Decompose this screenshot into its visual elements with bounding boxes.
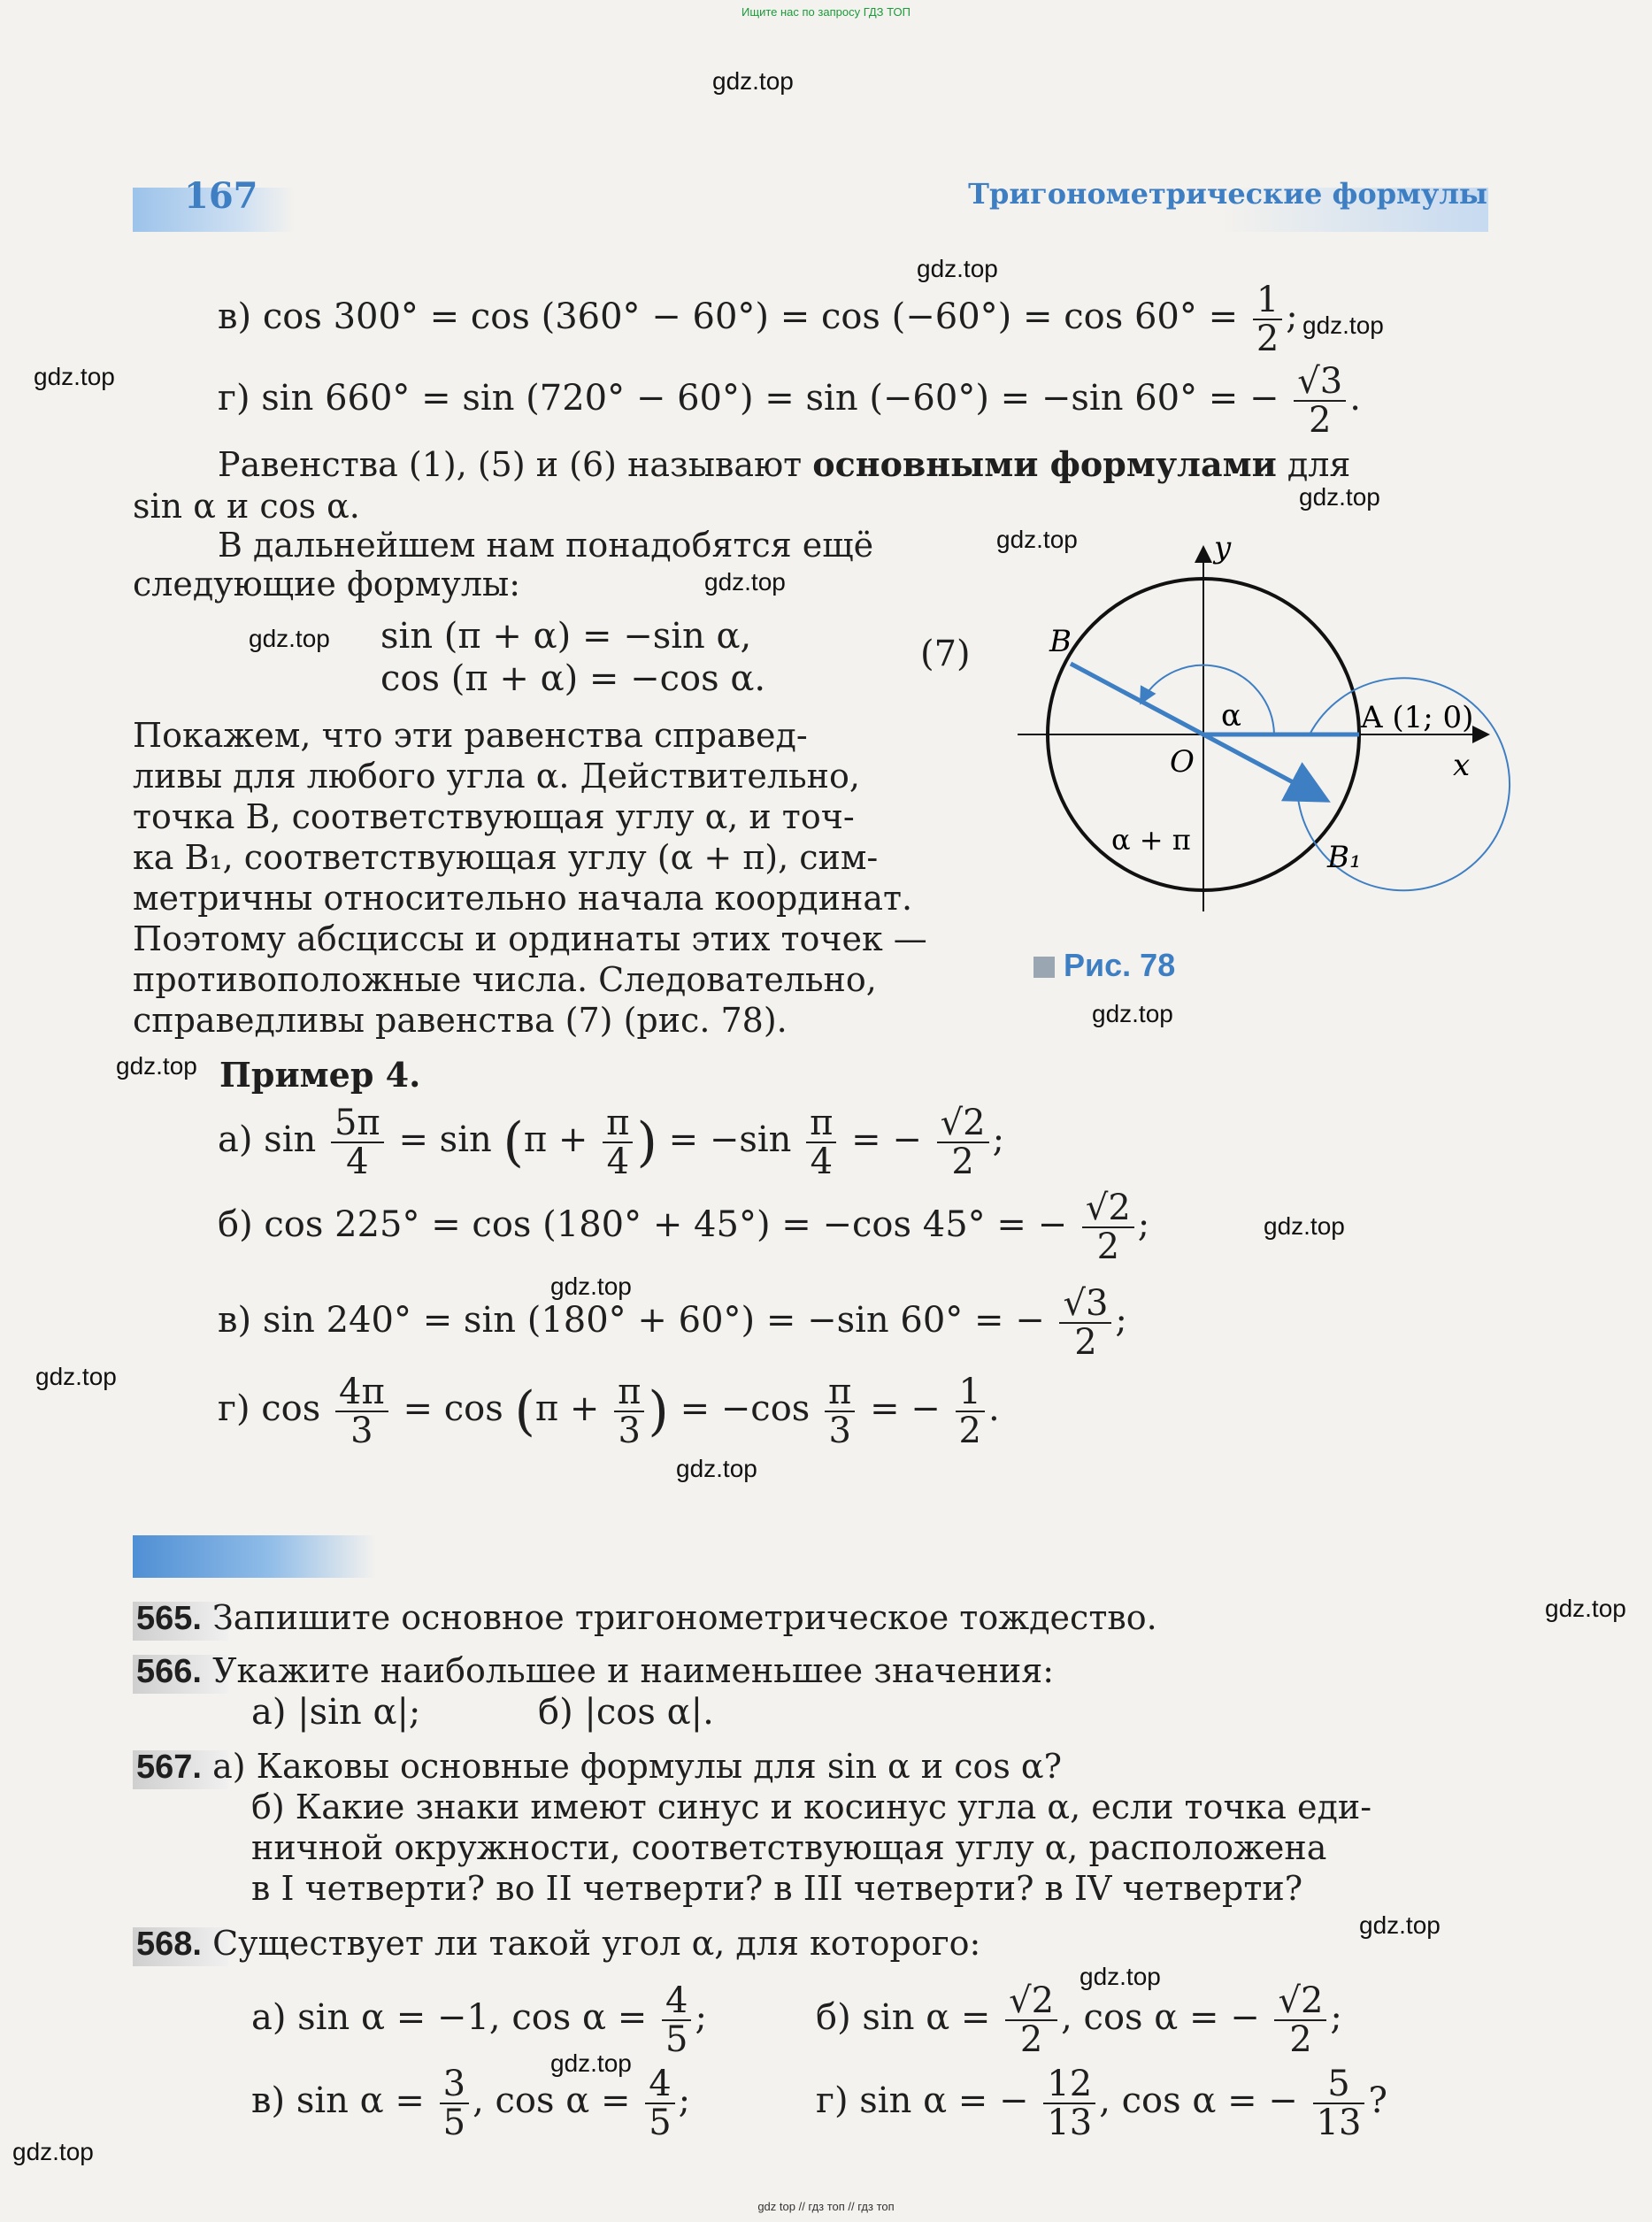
radius-b [1071,664,1203,734]
watermark: gdz.top [1299,483,1380,511]
exercise-567-b3: в I четверти? во II четверти? в III четверти? в IV четверти? [251,1869,1303,1908]
watermark: gdz.top [1359,1911,1441,1939]
watermark: gdz.top [712,67,794,95]
watermark: gdz.top [1302,311,1384,339]
paragraph-main-formulas-cont: sin α и cos α. [133,487,360,526]
exercise-566: 566. Укажите наибольшее и наименьшее значения: [136,1651,1054,1690]
watermark: gdz.top [1092,1000,1173,1027]
arc-alpha [1141,665,1274,734]
paragraph-next: В дальнейшем нам понадобятся ещё [218,526,874,565]
exercise-568-c: в) sin α = $\frac{3}{5}$ , cos α = $\frac{4}{5}$ ; [251,2064,691,2143]
exercise-568: 568. Существует ли такой угол α, для которого: [136,1924,981,1963]
radius-b1 [1203,734,1323,798]
label-b1: B₁ [1327,840,1362,875]
exercises-bar [133,1535,1487,1578]
exercise-566-b: б) |cos α|. [538,1692,714,1733]
label-alpha: α [1221,698,1241,734]
watermark: gdz.top [116,1052,197,1080]
watermark: gdz.top [1264,1212,1345,1240]
unit-circle-figure [1018,531,1513,920]
exercise-565: 565. Запишите основное тригонометрическое тождество. [136,1598,1157,1637]
formula-7-sin: sin (π + α) = −sin α, [380,616,752,657]
watermark: gdz.top [676,1455,757,1482]
watermark: gdz.top [12,2138,94,2165]
paragraph-proof: Покажем, что эти равенства справед- ливы для любого угла α. Действительно, точка B, соответствующая углу α, и точ- ка B₁, соответствующая углу (α + π), сим- метричны относительно начала координат. Поэтому абсциссы и ординаты этих точек — противоположные числа. Следовательно, справедливы равенства (7) (рис. 78). [133,716,927,1040]
watermark: gdz.top [996,526,1078,553]
watermark: gdz.top [34,363,115,390]
exercise-568-b: б) sin α = $\frac{√2}{2}$ , cos α = − $\frac{√2}{2}$ ; [816,1980,1342,2060]
page-number: 167 [184,175,258,217]
paragraph-main-formulas: Равенства (1), (5) и (6) называют основными формулами для [218,444,1351,484]
watermark: gdz.top [35,1363,117,1390]
exercise-567: 567. а) Каковы основные формулы для sin α и cos α? [136,1747,1062,1786]
label-b: B [1049,624,1072,659]
formula-number: (7) [920,634,971,674]
bottom-note: gdz top // гдз топ // гдз топ [757,2200,895,2213]
top-note: Ищите нас по запросу ГДЗ ТОП [741,5,911,19]
paragraph-next-cont: следующие формулы: [133,565,521,604]
label-y: y [1214,531,1232,565]
example-a: а) sin $\frac{5\pi}{4}$ = sin (π + $\frac{\pi}{4}$ ) = −sin $\frac{\pi}{4}$ = − $\frac{√2}{2}$ ; [218,1103,1005,1182]
example-b: б) cos 225° = cos (180° + 45°) = −cos 45° = − $\frac{√2}{2}$ ; [218,1188,1150,1267]
formula-7-cos: cos (π + α) = −cos α. [380,658,766,699]
exercise-568-d: г) sin α = − $\frac{12}{13}$ , cos α = − $\frac{5}{13}$ ? [816,2064,1387,2143]
watermark: gdz.top [1545,1595,1626,1622]
label-o: O [1170,744,1195,780]
exercise-568-a: а) sin α = −1, cos α = $\frac{4}{5}$ ; [251,1980,707,2060]
label-x: x [1453,748,1471,783]
watermark: gdz.top [550,2049,632,2077]
watermark: gdz.top [704,568,786,596]
example-c: в) sin 240° = sin (180° + 60°) = −sin 60° = − $\frac{√3}{2}$ ; [218,1283,1127,1363]
formula-line-v: в) cos 300° = cos (360° − 60°) = cos (−60°) = cos 60° = $\frac{1}{2}$ ; [218,280,1298,359]
watermark: gdz.top [550,1272,632,1300]
page-title: Тригонометрические формулы [968,177,1487,211]
example-d: г) cos $\frac{4\pi}{3}$ = cos (π + $\frac{\pi}{3}$ ) = −cos $\frac{\pi}{3}$ = − $\frac{1}{2}$ . [218,1372,1000,1451]
exercise-567-b2: ничной окружности, соответствующая углу α, расположена [251,1828,1327,1867]
label-a: A (1; 0) [1361,700,1474,735]
watermark: gdz.top [1080,1963,1161,1990]
example-title: Пример 4. [219,1055,421,1095]
exercise-567-b1: б) Какие знаки имеют синус и косинус угла α, если точка еди- [251,1788,1372,1826]
formula-line-g: г) sin 660° = sin (720° − 60°) = sin (−60°) = −sin 60° = − $\frac{√3}{2}$ . [218,361,1361,441]
watermark: gdz.top [917,255,998,282]
exercise-566-a: а) |sin α|; [251,1692,421,1733]
label-alpha-pi: α + π [1111,823,1191,857]
watermark: gdz.top [249,625,330,652]
figure-caption: Рис. 78 [1033,947,1175,984]
